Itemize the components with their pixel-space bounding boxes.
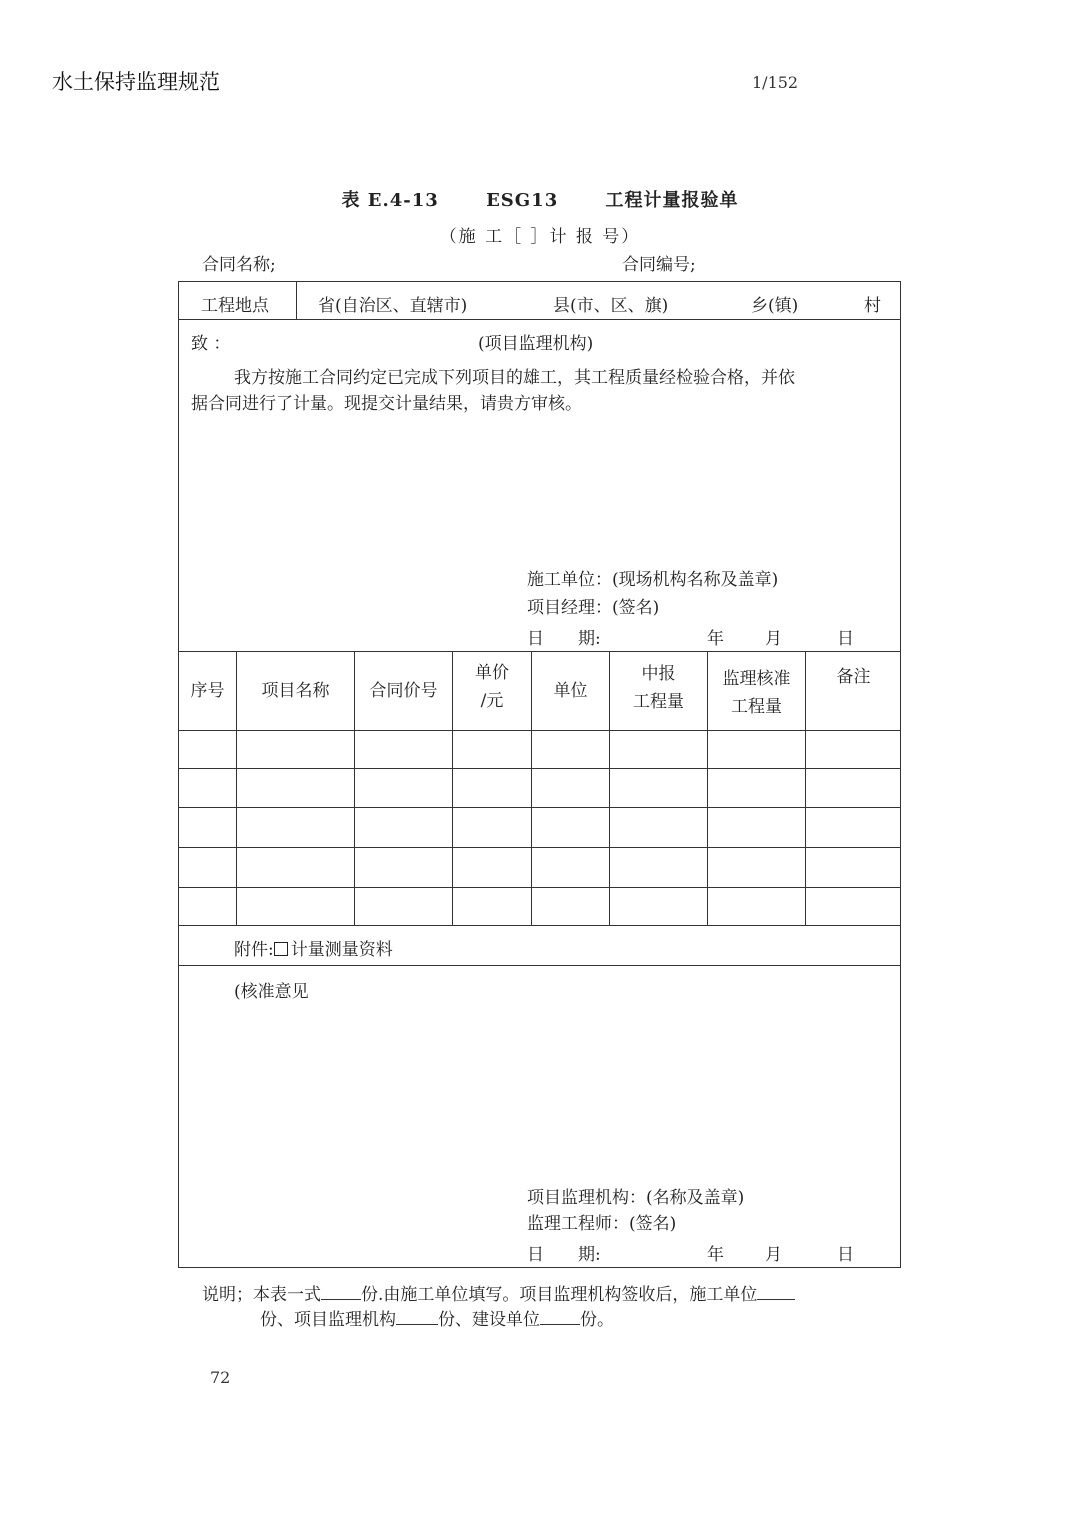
submission-date-label: 日 期: [527, 629, 601, 649]
approval-opinion-label: (核准意见 [234, 982, 309, 1002]
column-header: 备注 [836, 667, 871, 687]
submission-body-line-1: 我方按施工合同约定已完成下列项目的雄工，其工程质量经检验合格，并依 [234, 368, 795, 388]
approval-year: 年 [707, 1245, 724, 1265]
column-header: 序号 [190, 681, 225, 701]
blank-field [396, 1308, 438, 1325]
attachment-row [234, 935, 393, 960]
divider [296, 282, 297, 319]
form-title [0, 186, 1080, 212]
approval-month: 月 [765, 1245, 782, 1265]
attachment-item: 计量测量资料 [290, 940, 393, 960]
divider [178, 651, 901, 652]
column-header: 监理核准 工程量 [722, 669, 791, 717]
column-header: 单价 /元 [475, 663, 509, 711]
divider [178, 730, 901, 731]
note-text: 份、建设单位 [438, 1310, 540, 1330]
divider [805, 651, 806, 925]
contract-name-label: 合同名称; [202, 255, 276, 275]
attachment-label: 附件: [234, 940, 274, 960]
column-header: 单位 [553, 681, 588, 701]
checkbox-icon[interactable] [274, 942, 288, 956]
approval-date-label: 日 期: [527, 1245, 601, 1265]
divider [178, 807, 901, 808]
divider [178, 847, 901, 848]
document-header-title: 水土保持监理规范 [52, 70, 220, 94]
note-text: 说明；本表一式 [202, 1285, 321, 1305]
divider [178, 768, 901, 769]
location-province: 省(自治区、直辖市) [318, 296, 468, 316]
form-subtitle: （施 工［ ］计 报 号） [439, 227, 641, 247]
approval-day: 日 [837, 1245, 854, 1265]
contractor-signature-label: 施工单位：(现场机构名称及盖章) [527, 570, 779, 590]
note-text: 份、项目监理机构 [260, 1310, 396, 1330]
divider [178, 925, 901, 926]
footer-page-number: 72 [210, 1368, 231, 1387]
form-frame [178, 281, 901, 1268]
contract-number-label: 合同编号; [622, 255, 696, 275]
blank-field [757, 1283, 795, 1300]
divider [178, 965, 901, 966]
location-village: 村 [864, 296, 881, 316]
divider [178, 319, 901, 320]
location-county: 县(市、区、旗) [553, 296, 669, 316]
note-text: 份.由施工单位填写。项目监理机构签收后，施工单位 [361, 1285, 758, 1305]
form-name: 工程计量报验单 [605, 190, 739, 211]
supervision-org-label: 项目监理机构：(名称及盖章) [527, 1188, 745, 1208]
location-township: 乡(镇) [751, 296, 799, 316]
supervising-engineer-label: 监理工程师：(签名) [527, 1214, 677, 1234]
column-header: 合同价号 [369, 681, 438, 701]
note-text: 份。 [580, 1310, 614, 1330]
form-code: ESG13 [486, 190, 559, 211]
submission-year: 年 [707, 629, 724, 649]
note-line-1 [202, 1280, 795, 1305]
table-number: 表 E.4-13 [341, 190, 439, 211]
addressee-label: 致 ： [191, 334, 231, 354]
column-header: 项目名称 [261, 681, 330, 701]
column-header: 中报 工程量 [633, 664, 684, 712]
addressee-org: (项目监理机构) [478, 334, 594, 354]
location-label: 工程地点 [201, 296, 269, 316]
note-line-2 [260, 1305, 614, 1330]
submission-day: 日 [837, 629, 854, 649]
submission-body-line-2: 据合同进行了计量。现提交计量结果，请贵方审核。 [191, 394, 582, 414]
blank-field [540, 1308, 580, 1325]
page-indicator: 1/152 [752, 73, 799, 92]
manager-signature-label: 项目经理：(签名) [527, 598, 660, 618]
divider [178, 887, 901, 888]
blank-field [321, 1283, 361, 1300]
submission-month: 月 [765, 629, 782, 649]
